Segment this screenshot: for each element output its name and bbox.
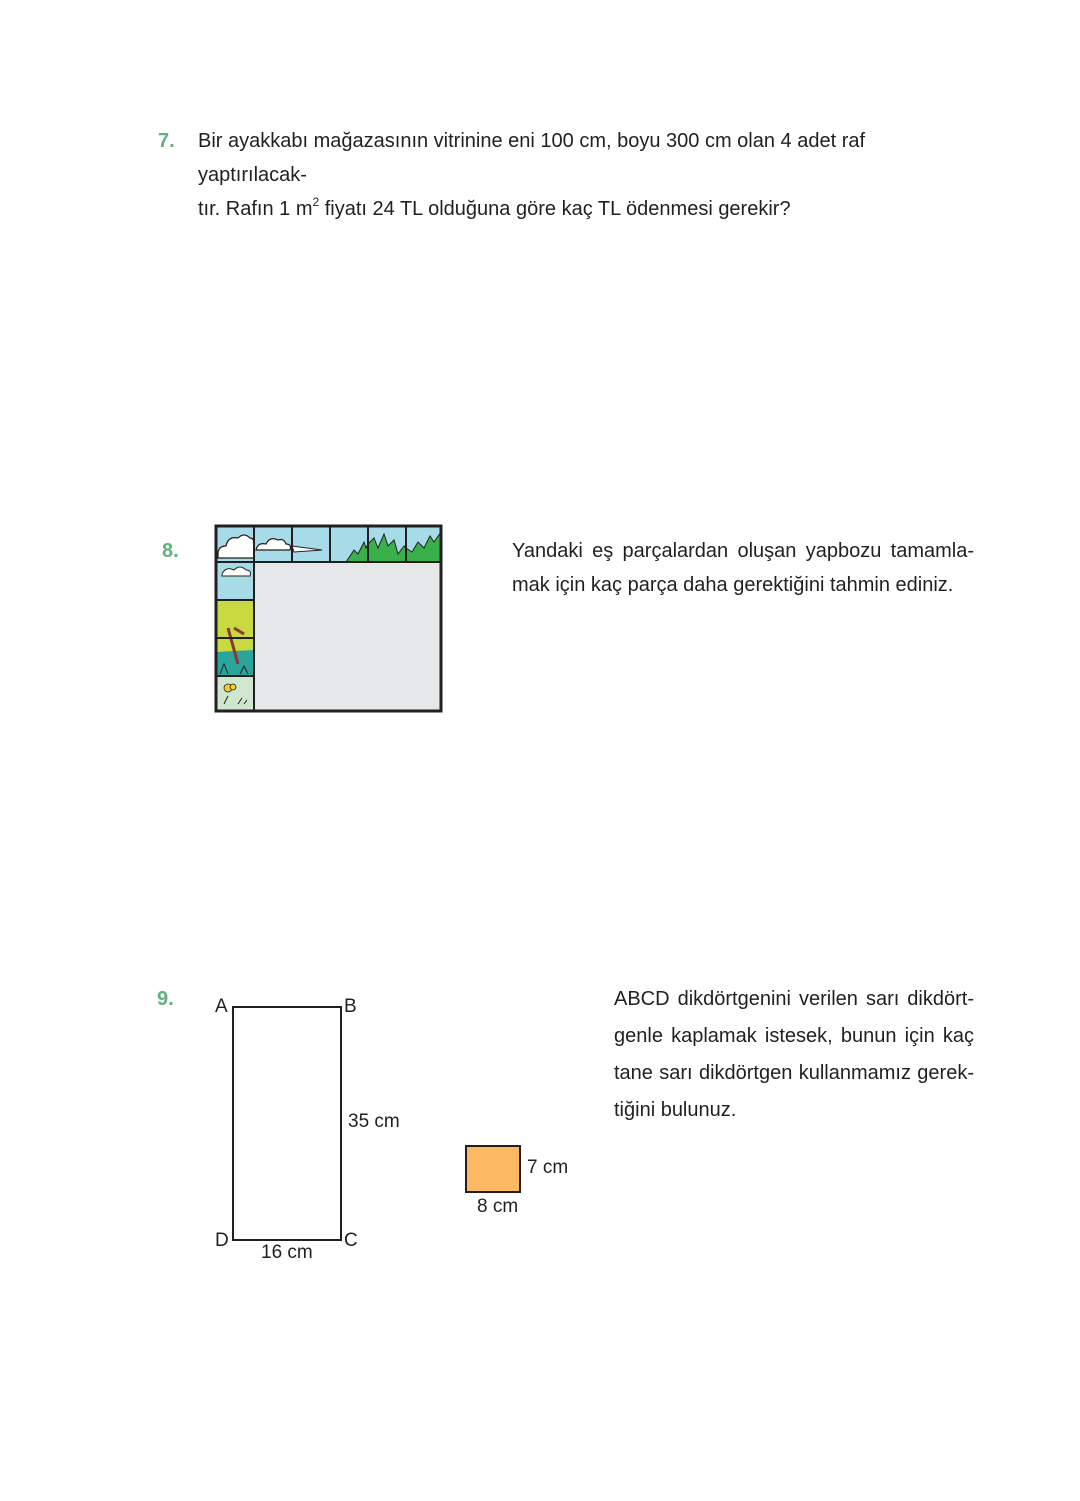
puzzle-piece-flower — [216, 676, 254, 711]
puzzle-piece-cloud-3 — [292, 526, 330, 562]
question-7-line-2b: fiyatı 24 TL olduğuna göre kaç TL ödenmesi gerekir? — [319, 198, 791, 220]
height-35cm-label: 35 cm — [348, 1111, 400, 1132]
puzzle-piece-grass-2 — [368, 526, 406, 562]
question-9-line-4: tiğini bulunuz. — [614, 1099, 737, 1121]
puzzle-piece-sky-left — [216, 562, 254, 600]
width-8cm-label: 8 cm — [477, 1196, 519, 1217]
yellow-rectangle — [465, 1145, 521, 1193]
question-9-line-1: ABCD dikdörtgenini verilen sarı dikdört- — [614, 988, 974, 1010]
puzzle-piece-cloud-1 — [216, 526, 254, 562]
question-7-number: 7. — [158, 130, 175, 152]
puzzle-empty-area — [254, 562, 441, 711]
vertex-d-label: D — [215, 1230, 229, 1251]
puzzle-piece-grass-3 — [406, 526, 441, 562]
question-7-line-1: Bir ayakkabı mağazasının vitrinine eni 100 cm, boyu 300 cm olan 4 adet raf yaptırılacak- — [198, 130, 866, 186]
question-7-text — [198, 124, 978, 226]
vertex-c-label: C — [344, 1230, 358, 1251]
height-7cm-label: 7 cm — [527, 1157, 569, 1178]
question-9-line-2: genle kaplamak istesek, bunun için kaç — [614, 1025, 974, 1047]
question-9-line-3: tane sarı dikdörtgen kullanmamız gerek- — [614, 1062, 974, 1084]
puzzle-piece-bush — [216, 597, 254, 638]
question-7-line-2a: tır. Rafın 1 m — [198, 198, 313, 220]
vertex-a-label: A — [215, 996, 228, 1017]
puzzle-piece-cloud-2 — [254, 526, 292, 562]
question-8-text — [512, 534, 974, 602]
question-9-number: 9. — [157, 988, 174, 1010]
question-9-text — [614, 981, 974, 1129]
rectangle-abcd — [232, 1006, 342, 1241]
question-8-line-1: Yandaki eş parçalardan oluşan yapbozu tamamla- — [512, 540, 974, 562]
puzzle-piece-grass-1 — [330, 526, 368, 562]
superscript-2: 2 — [312, 195, 320, 209]
question-8-number: 8. — [162, 540, 179, 562]
vertex-b-label: B — [344, 996, 357, 1017]
width-16cm-label: 16 cm — [261, 1242, 313, 1263]
question-8-line-2: mak için kaç parça daha gerektiğini tahmin ediniz. — [512, 574, 954, 596]
puzzle-illustration — [214, 524, 444, 714]
